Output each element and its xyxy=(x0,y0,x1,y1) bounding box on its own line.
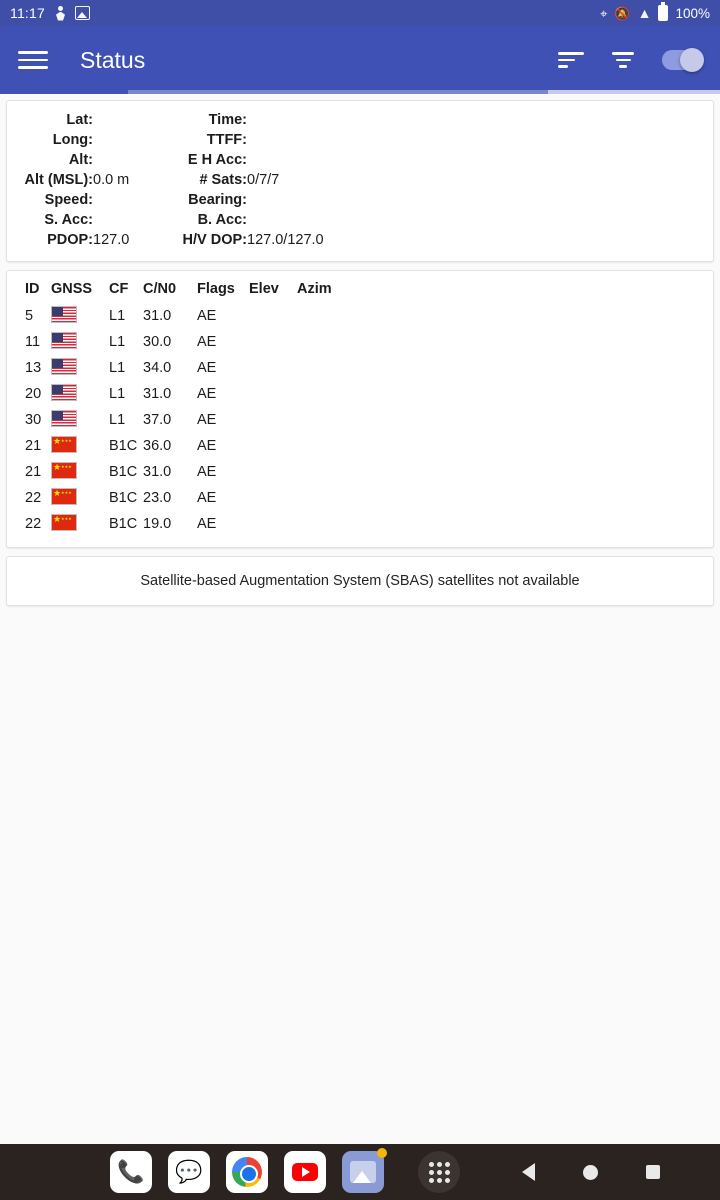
cell-flags: AE xyxy=(197,516,217,532)
table-header-row xyxy=(7,280,713,303)
cell-cf: L1 xyxy=(109,412,126,428)
fix-value-pdop: 127.0 xyxy=(93,232,130,248)
cell-cf: B1C xyxy=(109,490,138,506)
cell-id: 22 xyxy=(25,490,42,506)
sbas-card xyxy=(6,556,714,606)
cell-elev xyxy=(249,329,297,355)
navigation-buttons xyxy=(522,1163,660,1181)
battery-percent-label: 100% xyxy=(675,5,710,21)
status-content xyxy=(0,94,720,1144)
fix-value-hv-dop: 127.0/127.0 xyxy=(247,232,324,248)
fix-label-b-acc: B. Acc: xyxy=(197,212,247,228)
dock-app-list xyxy=(110,1151,460,1193)
column-header-azim[interactable]: Azim xyxy=(297,281,332,297)
satellite-table-body xyxy=(7,303,713,537)
cell-flags: AE xyxy=(197,308,217,324)
wifi-icon: ▲ xyxy=(637,5,652,21)
cell-cf: L1 xyxy=(109,334,126,350)
status-right-icons xyxy=(600,5,710,21)
fix-row xyxy=(7,210,324,230)
app-bar-actions xyxy=(558,50,702,70)
table-row xyxy=(7,303,713,329)
cell-cn0: 31.0 xyxy=(143,308,172,324)
fix-label-s-acc: S. Acc: xyxy=(44,212,93,228)
battery-icon xyxy=(658,5,668,21)
fix-label-alt-msl: Alt (MSL): xyxy=(24,172,93,188)
loading-progress-bar xyxy=(0,90,720,94)
system-dock xyxy=(0,1144,720,1200)
app-drawer-icon[interactable] xyxy=(418,1151,460,1193)
cell-flags: AE xyxy=(197,360,217,376)
sort-icon[interactable] xyxy=(558,52,584,67)
fix-row xyxy=(7,110,324,130)
fix-value-eh-acc xyxy=(247,150,324,170)
photos-icon[interactable] xyxy=(342,1151,384,1193)
cell-cn0: 34.0 xyxy=(143,360,172,376)
phone-icon[interactable]: 📞 xyxy=(110,1151,152,1193)
fix-value-s-acc xyxy=(93,210,155,230)
cell-flags: AE xyxy=(197,438,217,454)
cell-cn0: 31.0 xyxy=(143,464,172,480)
cell-azim xyxy=(297,511,713,537)
cell-azim xyxy=(297,329,713,355)
chrome-icon[interactable] xyxy=(226,1151,268,1193)
flag-cn-icon xyxy=(51,488,77,505)
progress-segment-one xyxy=(0,90,128,94)
cell-cf: L1 xyxy=(109,386,126,402)
page-title: Status xyxy=(80,46,146,73)
cell-gnss xyxy=(51,407,109,433)
fix-value-alt xyxy=(93,150,155,170)
messages-icon[interactable]: 💬 xyxy=(168,1151,210,1193)
cell-id: 13 xyxy=(25,360,42,376)
notifications-off-icon: 🔕 xyxy=(614,5,631,21)
cell-azim xyxy=(297,407,713,433)
progress-segment-two xyxy=(128,90,548,94)
column-header-gnss[interactable]: GNSS xyxy=(51,281,93,297)
fix-label-alt: Alt: xyxy=(68,152,93,168)
cell-azim xyxy=(297,381,713,407)
cell-cn0: 30.0 xyxy=(143,334,172,350)
cell-cf: B1C xyxy=(109,516,138,532)
cell-gnss xyxy=(51,511,109,537)
fix-row xyxy=(7,230,324,250)
table-row xyxy=(7,329,713,355)
table-row xyxy=(7,355,713,381)
flag-cn-icon xyxy=(51,514,77,531)
gnss-power-toggle[interactable] xyxy=(662,50,702,70)
cell-gnss xyxy=(51,303,109,329)
cell-id: 20 xyxy=(25,386,42,402)
fix-label-time: Time: xyxy=(208,112,247,128)
fix-label-hv-dop: H/V DOP: xyxy=(182,232,247,248)
fix-label-num-sats: # Sats: xyxy=(199,172,247,188)
satellite-table-card xyxy=(6,270,714,548)
satellite-table xyxy=(7,280,713,537)
flag-us-icon xyxy=(51,306,77,323)
fix-label-speed: Speed: xyxy=(44,192,93,208)
cell-elev xyxy=(249,407,297,433)
fix-info-table xyxy=(7,110,324,250)
cell-gnss xyxy=(51,355,109,381)
cell-azim xyxy=(297,355,713,381)
table-row xyxy=(7,407,713,433)
status-clock: 11:17 xyxy=(10,5,45,21)
fix-value-ttff xyxy=(247,130,324,150)
fix-label-bearing: Bearing: xyxy=(188,192,247,208)
cell-cf: B1C xyxy=(109,438,138,454)
fix-row xyxy=(7,130,324,150)
cell-id: 22 xyxy=(25,516,42,532)
satellite-table-header xyxy=(7,280,713,303)
hamburger-menu-icon[interactable] xyxy=(18,51,48,69)
flag-us-icon xyxy=(51,410,77,427)
cell-cf: L1 xyxy=(109,360,126,376)
cell-id: 21 xyxy=(25,438,42,454)
location-icon: ⌖ xyxy=(600,5,608,21)
fix-value-num-sats: 0/7/7 xyxy=(247,172,280,188)
cell-id: 5 xyxy=(25,308,34,324)
back-button[interactable] xyxy=(522,1163,535,1181)
person-icon xyxy=(54,6,68,21)
cell-azim xyxy=(297,485,713,511)
recents-button[interactable] xyxy=(646,1165,660,1179)
cell-flags: AE xyxy=(197,464,217,480)
fix-row xyxy=(7,170,324,190)
cell-gnss xyxy=(51,381,109,407)
fix-value-bearing xyxy=(247,190,324,210)
fix-value-lat xyxy=(93,110,155,130)
cell-id: 11 xyxy=(25,334,41,350)
fix-row xyxy=(7,150,324,170)
cell-flags: AE xyxy=(197,412,217,428)
cell-flags: AE xyxy=(197,490,217,506)
flag-cn-icon xyxy=(51,436,77,453)
status-left-icons xyxy=(54,6,90,21)
image-icon xyxy=(75,6,90,20)
home-button[interactable] xyxy=(583,1165,598,1180)
toggle-knob xyxy=(680,48,704,72)
cell-cn0: 23.0 xyxy=(143,490,172,506)
cell-azim xyxy=(297,303,713,329)
cell-gnss xyxy=(51,485,109,511)
cell-flags: AE xyxy=(197,334,217,350)
fix-value-time xyxy=(247,110,324,130)
cell-azim xyxy=(297,459,713,485)
table-row xyxy=(7,459,713,485)
fix-label-lat: Lat: xyxy=(66,112,93,128)
table-row xyxy=(7,485,713,511)
table-row xyxy=(7,381,713,407)
cell-cn0: 36.0 xyxy=(143,438,172,454)
cell-id: 30 xyxy=(25,412,42,428)
column-header-id[interactable]: ID xyxy=(25,281,40,297)
cell-elev xyxy=(249,433,297,459)
cell-elev xyxy=(249,511,297,537)
cell-azim xyxy=(297,433,713,459)
fix-label-eh-acc: E H Acc: xyxy=(187,152,247,168)
cell-flags: AE xyxy=(197,386,217,402)
cell-cn0: 31.0 xyxy=(143,386,172,402)
notification-badge xyxy=(377,1148,387,1158)
cell-cn0: 37.0 xyxy=(143,412,172,428)
cell-elev xyxy=(249,485,297,511)
fix-label-ttff: TTFF: xyxy=(206,132,247,148)
table-row xyxy=(7,433,713,459)
fix-value-b-acc xyxy=(247,210,324,230)
fix-value-long xyxy=(93,130,155,150)
cell-gnss xyxy=(51,459,109,485)
cell-id: 21 xyxy=(25,464,42,480)
flag-us-icon xyxy=(51,332,77,349)
cell-cf: L1 xyxy=(109,308,126,324)
cell-elev xyxy=(249,459,297,485)
youtube-icon[interactable] xyxy=(284,1151,326,1193)
column-header-cn0[interactable]: C/N0 xyxy=(143,281,177,297)
cell-cn0: 19.0 xyxy=(143,516,172,532)
cell-gnss xyxy=(51,433,109,459)
fix-label-long: Long: xyxy=(52,132,93,148)
sbas-message: Satellite-based Augmentation System (SBAS) satellites not available xyxy=(140,573,580,589)
cell-elev xyxy=(249,303,297,329)
flag-us-icon xyxy=(51,358,77,375)
cell-elev xyxy=(249,355,297,381)
filter-icon[interactable] xyxy=(610,52,636,67)
flag-us-icon xyxy=(51,384,77,401)
column-header-elev[interactable]: Elev xyxy=(249,281,279,297)
fix-value-speed xyxy=(93,190,155,210)
cell-elev xyxy=(249,381,297,407)
column-header-flags[interactable]: Flags xyxy=(197,281,235,297)
cell-gnss xyxy=(51,329,109,355)
system-status-bar xyxy=(0,0,720,26)
table-row xyxy=(7,511,713,537)
flag-cn-icon xyxy=(51,462,77,479)
cell-cf: B1C xyxy=(109,464,138,480)
fix-info-card xyxy=(6,100,714,262)
app-bar xyxy=(0,26,720,94)
column-header-cf[interactable]: CF xyxy=(109,281,129,297)
fix-value-alt-msl: 0.0 m xyxy=(93,172,130,188)
fix-row xyxy=(7,190,324,210)
fix-label-pdop: PDOP: xyxy=(47,232,93,248)
